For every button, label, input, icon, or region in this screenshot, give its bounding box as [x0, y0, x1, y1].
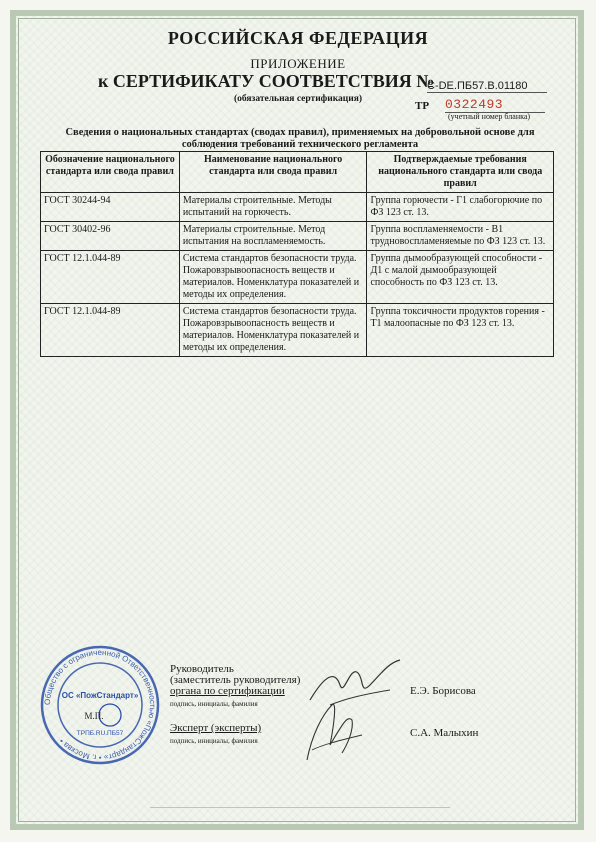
- footer-line: [150, 807, 450, 808]
- head-title-line2: (заместитель руководителя): [170, 674, 301, 686]
- country-title: РОССИЙСКАЯ ФЕДЕРАЦИЯ: [167, 28, 429, 48]
- certificate-title: к СЕРТИФИКАТУ СООТВЕТСТВИЯ №: [98, 71, 435, 91]
- stamp-mp-text: М.П.: [84, 711, 104, 721]
- column-header: Обозначение национального стандарта или свода правил: [41, 152, 180, 193]
- table-cell: ГОСТ 30244-94: [41, 193, 180, 222]
- table-cell: Группа токсичности продуктов горения - Т1 малоопасные по ФЗ 123 ст. 13.: [367, 304, 554, 357]
- table-row: [41, 251, 554, 304]
- table-cell: Группа дымообразующей способности - Д1 с малой дымообразующей способность по ФЗ 123 ст. 13.: [367, 251, 554, 304]
- table-cell: Группа горючести - Г1 слабогорючие по ФЗ 123 ст. 13.: [367, 193, 554, 222]
- head-title-line1: Руководитель: [170, 663, 234, 675]
- table-cell: ГОСТ 12.1.044-89: [41, 251, 180, 304]
- column-header: Наименование национального стандарта или свода правил: [179, 152, 367, 193]
- svg-text:Общество с ограниченной Ответс: [43, 648, 157, 762]
- table-cell: Система стандартов безопасности труда. Пожаровзрывоопасность веществ и материалов. Номенклатура показателей и методы их определения.: [179, 304, 367, 357]
- table-cell: Материалы строительные. Метод испытания на воспламеняемость.: [179, 222, 367, 251]
- stamp-bottom-text: ТРПБ.RU.ПБ57: [76, 730, 124, 737]
- table-cell: ГОСТ 30402-96: [41, 222, 180, 251]
- expert-title: Эксперт (эксперты): [170, 722, 262, 734]
- appendix-title: ПРИЛОЖЕНИЕ: [250, 56, 346, 71]
- table-cell: ГОСТ 12.1.044-89: [41, 304, 180, 357]
- table-cell: Группа воспламеняемости - В1 трудновоспламеняемые по ФЗ 123 ст. 13.: [367, 222, 554, 251]
- expert-name: С.А. Малыхин: [410, 727, 479, 739]
- table-cell: Система стандартов безопасности труда. Пожаровзрывоопасность веществ и материалов. Номенклатура показателей и методы их определения.: [179, 251, 367, 304]
- table-row: [41, 193, 554, 222]
- head-name: Е.Э. Борисова: [410, 685, 476, 697]
- standards-table: [40, 151, 554, 357]
- table-row: [41, 222, 554, 251]
- table-header-row: [41, 152, 554, 193]
- tr-label: ТР: [415, 100, 430, 112]
- head-caption: подпись, инициалы, фамилия: [170, 700, 258, 708]
- table-row: [41, 304, 554, 357]
- table-cell: Материалы строительные. Методы испытаний на горючесть.: [179, 193, 367, 222]
- tr-number: 0322493: [445, 97, 545, 113]
- mandatory-note: (обязательная сертификация): [233, 94, 363, 104]
- head-title-line3: органа по сертификации: [170, 685, 285, 697]
- stamp-outer-text: Общество с ограниченной Ответственностью «ПожСтандарт» • г. Москва •: [42, 647, 158, 763]
- expert-signature-block: [170, 723, 261, 747]
- organization-stamp: [38, 643, 162, 767]
- column-header: Подтверждаемые требования национального стандарта или свода правил: [367, 152, 554, 193]
- expert-signature: [292, 695, 372, 765]
- head-signature-block: [170, 664, 300, 710]
- certificate-number: C-DE.ПБ57.B.01180: [427, 80, 547, 93]
- stamp-inner-text: ОС «ПожСтандарт»: [61, 691, 139, 700]
- expert-caption: подпись, инициалы, фамилия: [170, 737, 258, 745]
- section-title: Сведения о национальных стандартах (сводах правил), применяемых на добровольной основе для соблюдения требований технического регламента: [65, 127, 535, 150]
- tr-caption: (учетный номер бланка): [448, 112, 531, 121]
